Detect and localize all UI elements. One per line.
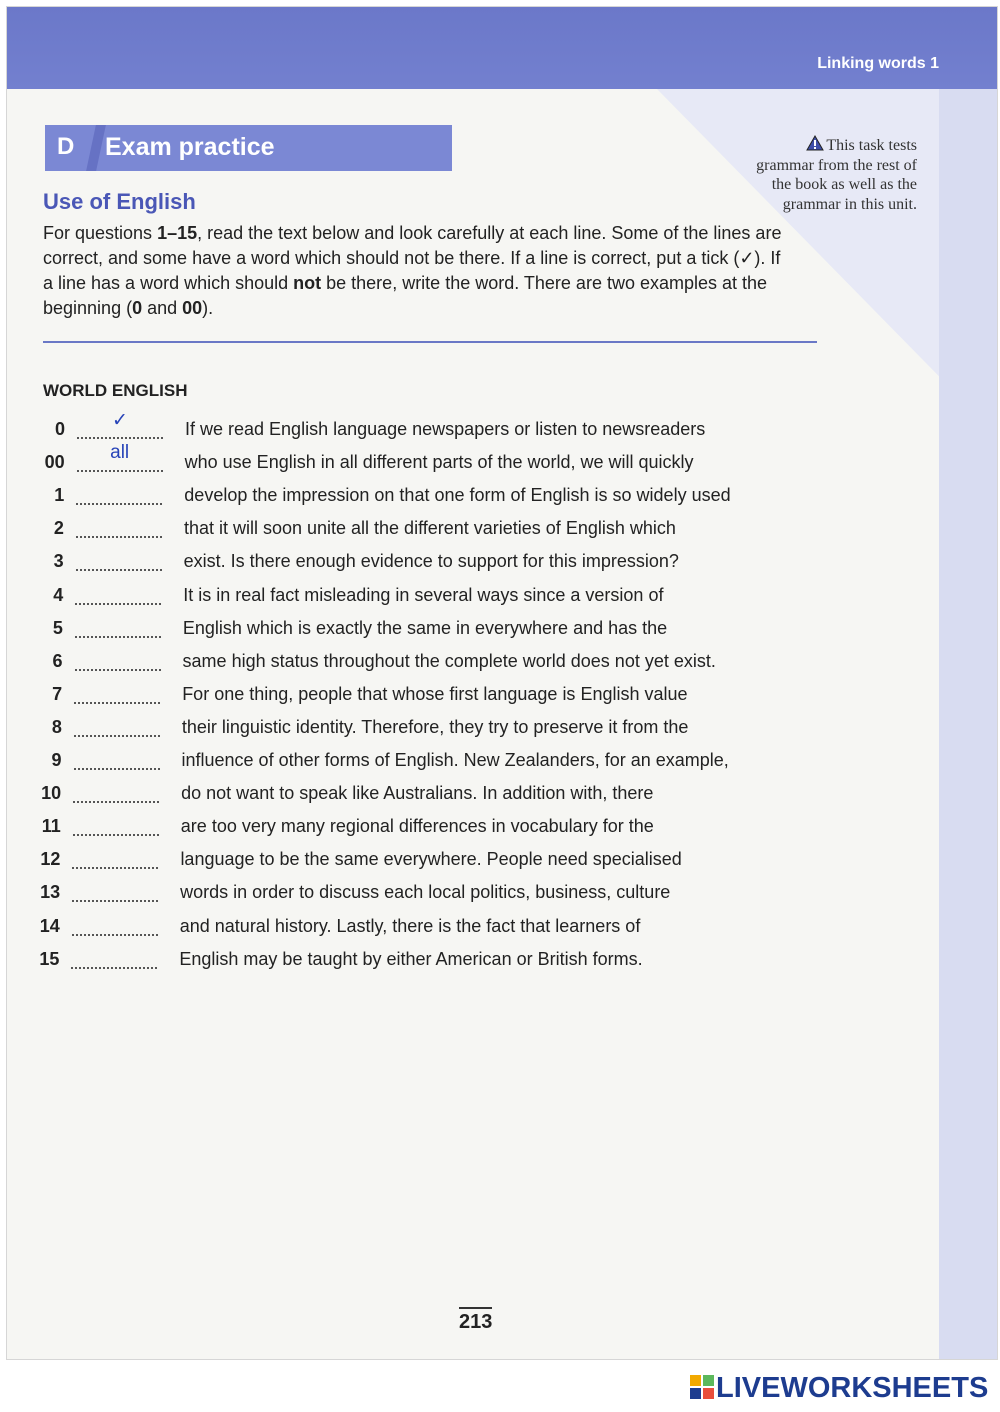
instructions-text-1: For questions [43, 223, 158, 243]
line-number: 13 [40, 882, 61, 903]
line-text: do not want to speak like Australians. In addition with, there [181, 783, 654, 804]
exercise-line [32, 845, 832, 875]
answer-blank[interactable] [75, 647, 161, 671]
section-divider [86, 125, 106, 171]
line-number: 8 [51, 716, 62, 737]
text-title: WORLD ENGLISH [43, 381, 188, 400]
answer-blank[interactable] [77, 410, 163, 439]
answer-blank[interactable] [74, 713, 160, 737]
liveworksheets-logo[interactable] [690, 1372, 988, 1402]
line-text: English which is exactly the same in everywhere and has the [182, 617, 668, 638]
line-text: language to be the same everywhere. People need specialised [180, 849, 682, 870]
warning-icon [806, 135, 824, 151]
exercise-line [34, 713, 834, 743]
instructions-text-2: , read the text below and look carefully at each line. Some of the lines are correct, and some have a word which should not be there. If a line is correct, put a tick (✓). If a line has a word which should [43, 223, 782, 293]
instructions-example-00: 00 [182, 298, 203, 318]
side-strip [939, 89, 997, 1359]
line-text: If we read English language newspapers or listen to newsreaders [185, 419, 706, 439]
answer-blank[interactable] [72, 912, 158, 936]
line-number: 9 [51, 750, 62, 770]
chapter-title: Linking words 1 [817, 55, 939, 72]
side-note [747, 135, 917, 214]
line-number: 12 [40, 849, 61, 870]
instructions-example-0: 0 [132, 298, 143, 318]
exercise-line [35, 647, 835, 677]
instructions-text-3: be there, write the word. There are two examples at the beginning ( [43, 273, 768, 318]
line-number: 4 [53, 584, 64, 605]
logo-text: LIVEWORKSHEETS [716, 1372, 989, 1404]
instructions-and: and [142, 298, 183, 318]
side-note-text: This task tests grammar from the rest of the book as well as the grammar in this unit. [756, 137, 917, 213]
line-number: 6 [52, 650, 63, 671]
exercise-line [33, 779, 833, 809]
line-number: 15 [39, 948, 60, 969]
exercise-line [34, 680, 834, 710]
exercise-line [34, 746, 834, 776]
line-text: exist. Is there enough evidence to support for this impression? [183, 551, 679, 572]
line-number: 00 [44, 452, 65, 473]
answer-blank[interactable] [76, 547, 162, 571]
line-text: that it will soon unite all the different varieties of English which [183, 518, 676, 539]
line-number: 14 [39, 915, 60, 936]
instructions-text-4: ). [202, 298, 214, 318]
answer-text: all [110, 442, 130, 464]
line-text: develop the impression on that one form of English is so widely used [184, 485, 731, 506]
answer-text: ✓ [112, 410, 128, 431]
answer-blank[interactable] [74, 680, 160, 704]
answer-blank[interactable] [76, 481, 162, 505]
answer-blank[interactable] [73, 779, 159, 803]
exercise-line [36, 514, 836, 544]
exercise-line [33, 812, 833, 842]
line-text: influence of other forms of English. New Zealanders, for an example, [181, 750, 729, 770]
exercise-line [37, 442, 837, 478]
logo-grid-icon [690, 1375, 714, 1399]
answer-blank[interactable] [72, 845, 158, 869]
instructions-not: not [293, 273, 322, 293]
line-text: are too very many regional differences in vocabulary for the [180, 816, 654, 837]
exercise-line [31, 945, 831, 975]
line-number: 0 [54, 419, 65, 439]
section-banner [45, 125, 452, 171]
answer-blank[interactable] [74, 746, 160, 770]
line-number: 10 [41, 783, 62, 804]
line-number: 2 [53, 518, 64, 539]
answer-blank[interactable] [77, 442, 163, 472]
exercise-line [32, 912, 832, 942]
exercise-line [32, 878, 832, 908]
top-band [7, 7, 997, 89]
line-number: 7 [52, 683, 63, 704]
answer-blank[interactable] [75, 614, 161, 638]
answer-blank[interactable] [76, 514, 162, 538]
line-text: and natural history. Lastly, there is the fact that learners of [179, 915, 641, 936]
section-title: Exam practice [105, 133, 275, 161]
exercise-line [36, 547, 836, 577]
line-text: same high status throughout the complete world does not yet exist. [182, 650, 716, 671]
line-text: It is in real fact misleading in several ways since a version of [183, 584, 664, 605]
line-text: their linguistic identity. Therefore, they try to preserve it from the [181, 716, 689, 737]
line-number: 3 [53, 551, 64, 572]
instructions-range: 1–15 [157, 223, 198, 243]
line-text: For one thing, people that whose first language is English value [182, 683, 688, 704]
answer-blank[interactable] [72, 878, 158, 902]
line-text: English may be taught by either American or British forms. [179, 948, 643, 969]
exercise-line [37, 410, 837, 445]
line-number: 1 [54, 485, 65, 506]
exercise-line [36, 481, 836, 511]
answer-blank[interactable] [73, 812, 159, 836]
use-of-english-heading: Use of English [43, 189, 196, 214]
answer-blank[interactable] [75, 581, 161, 605]
answer-blank[interactable] [71, 945, 157, 969]
exercise-line [35, 581, 835, 611]
divider-rule [43, 341, 817, 343]
instructions [43, 221, 783, 321]
section-letter: D [57, 133, 75, 160]
textbook-page [6, 6, 998, 1360]
line-text: who use English in all different parts of the world, we will quickly [184, 452, 694, 473]
exercise-line [35, 614, 835, 644]
line-number: 11 [41, 816, 61, 837]
line-text: words in order to discuss each local politics, business, culture [180, 882, 671, 903]
page-number: 213 [459, 1307, 492, 1334]
line-number: 5 [52, 617, 63, 638]
